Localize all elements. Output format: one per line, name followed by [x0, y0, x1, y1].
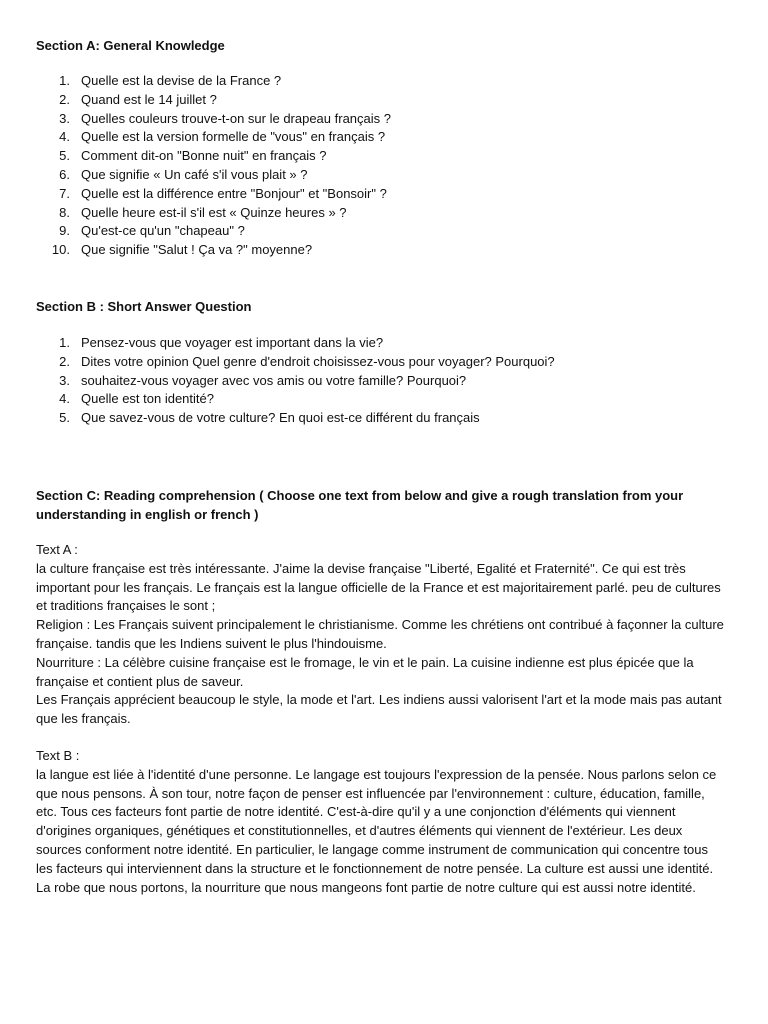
list-text: Que signifie "Salut ! Ça va ?" moyenne?	[81, 242, 313, 258]
list-number: 3.	[59, 110, 70, 126]
list-number: 4.	[59, 129, 70, 145]
section-c-title: Section C: Reading comprehension ( Choose one text from below and give a rough translation from your understanding in english or french )	[36, 488, 684, 522]
list-number: 3.	[59, 372, 70, 388]
list-text: Quelle est la différence entre "Bonjour" et "Bonsoir" ?	[81, 185, 387, 201]
list-text: Quelle est la version formelle de "vous" en français ?	[81, 129, 386, 145]
list-text: Quelle est ton identité?	[81, 391, 214, 407]
list-number: 2.	[59, 353, 70, 369]
list-number: 2.	[59, 91, 70, 107]
text-a-label: Text A :	[36, 542, 78, 557]
list-text: souhaitez-vous voyager avec vos amis ou votre famille? Pourquoi?	[81, 372, 467, 388]
list-number: 8.	[59, 204, 70, 220]
text-a-paragraph: Les Français apprécient beaucoup le style, la mode et l'art. Les indiens aussi valorisent l'art et la mode mais pas autant que les français.	[36, 692, 722, 727]
section-a-title: Section A: General Knowledge	[36, 38, 225, 53]
list-number: 1.	[59, 73, 70, 88]
list-text: Que signifie « Un café s'il vous plait » ?	[81, 166, 308, 182]
list-number: 5.	[59, 410, 70, 426]
list-number: 9.	[59, 223, 70, 239]
text-b-label: Text B :	[36, 748, 80, 763]
list-number: 10.	[51, 242, 70, 258]
list-number: 4.	[59, 391, 70, 407]
text-b-paragraph: la langue est liée à l'identité d'une personne. Le langage est toujours l'expression de la pensée. Nous parlons selon ce que nous pensons. À son tour, notre façon de penser est influencée par l'environnement : culture, éducation, famille, etc. Tous ces facteurs font partie de notre identité. C'est-à-dire qu'il y a une conjonction d'éléments qui viennent d'origines organiques, génétiques et constitutionnelles, et d'autres éléments qui viennent de l'extérieur. Les deux sources conforment notre identité. En particulier, le langage comme instrument de communication qui concentre tous les facteurs qui interviennent dans la structure et le fonctionnement de notre pensée. La culture est aussi une identité. La robe que nous portons, la nourriture que nous mangeons font partie de notre culture qui est aussi notre identité.	[36, 766, 717, 895]
list-text: Comment dit-on "Bonne nuit" en français ?	[81, 148, 327, 164]
list-text: Quelle heure est-il s'il est « Quinze heures » ?	[81, 204, 347, 220]
list-number: 1.	[59, 335, 70, 350]
list-text: Quand est le 14 juillet ?	[81, 91, 217, 107]
text-b-block	[36, 747, 726, 897]
list-text: Dites votre opinion Quel genre d'endroit choisissez-vous pour voyager? Pourquoi?	[81, 353, 555, 369]
list-number: 5.	[59, 148, 70, 164]
text-a-paragraph: Religion : Les Français suivent principalement le christianisme. Comme les chrétiens ont contribué à façonner la culture française. tandis que les Indiens suivent le plus l'hindouisme.	[36, 617, 724, 651]
list-number: 6.	[59, 166, 70, 182]
list-text: Que savez-vous de votre culture? En quoi est-ce différent du français	[81, 410, 480, 426]
list-text: Quelles couleurs trouve-t-on sur le drapeau français ?	[81, 110, 391, 126]
section-b-title: Section B : Short Answer Question	[36, 299, 252, 314]
text-a-paragraph: Nourriture : La célèbre cuisine française est le fromage, le vin et le pain. La cuisine indienne est plus épicée que la française et contient plus de saveur.	[36, 654, 694, 689]
text-a-block	[36, 541, 726, 729]
list-number: 7.	[59, 185, 70, 201]
list-text: Qu'est-ce qu'un "chapeau" ?	[81, 223, 245, 239]
list-text: Quelle est la devise de la France ?	[81, 73, 282, 88]
text-a-paragraph: la culture française est très intéressante. J'aime la devise française "Liberté, Egalité et Fraternité". Ce qui est très important pour les français. Le français est la langue officielle de la France et est majoritairement parlé. peu de cultures et traditions françaises le sont ;	[36, 560, 721, 614]
list-text: Pensez-vous que voyager est important dans la vie?	[81, 335, 384, 350]
